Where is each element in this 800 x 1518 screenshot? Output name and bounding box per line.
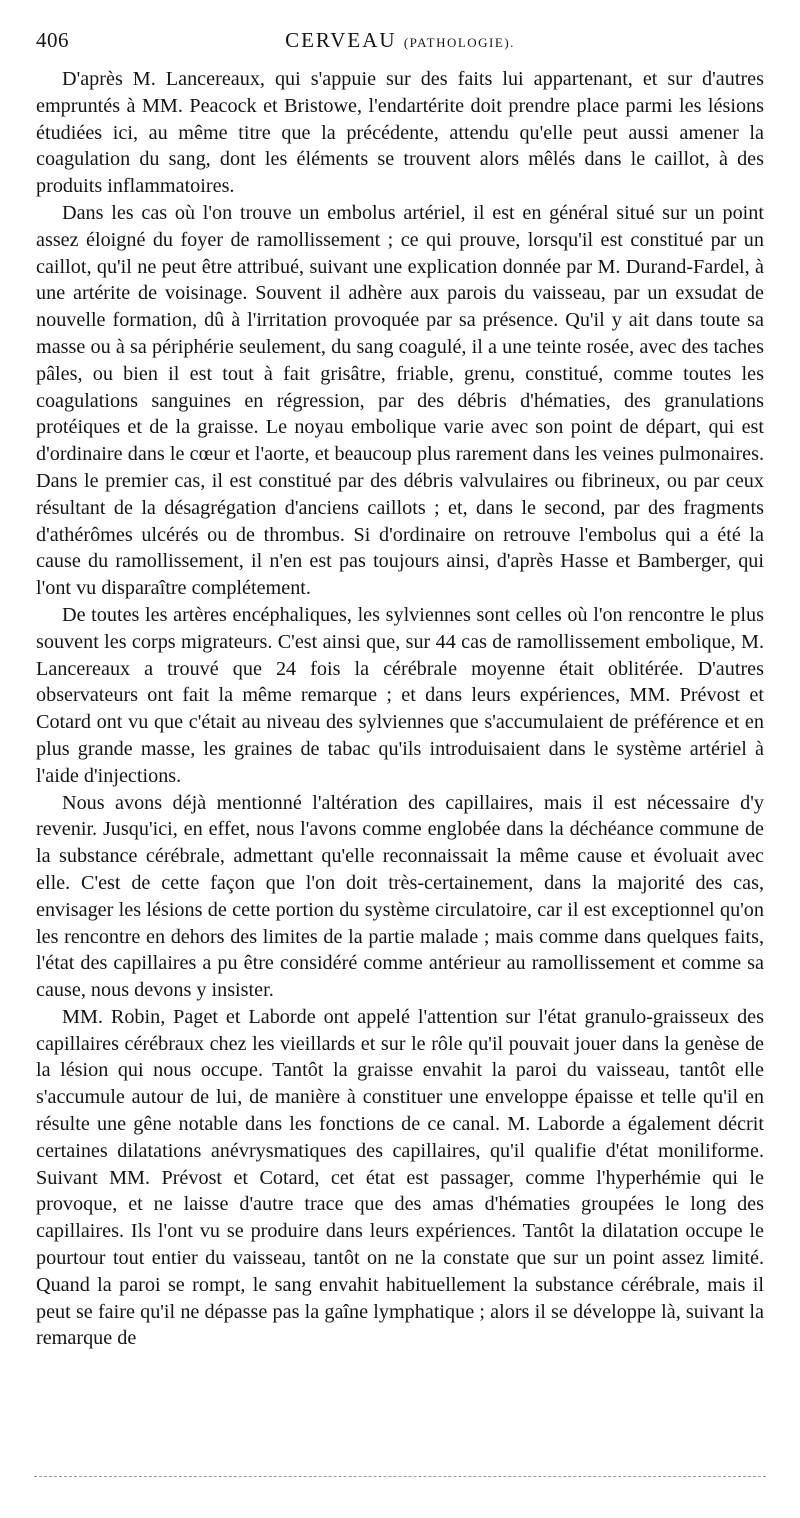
paragraph-4: Nous avons déjà mentionné l'altération des capillaires, mais il est nécessaire d'y revenir. Jusqu'ici, en effet, nous l'avons comme englobée dans la déchéance commune de la substance cérébrale, admettant qu'elle reconnaissait la même cause et évoluait avec elle. C'est de cette façon que l'on doit très-certainement, dans la majorité des cas, envisager les lésions de cette portion du système circulatoire, car il est exceptionnel qu'on les rencontre en dehors des limites de la partie malade ; mais comme dans quelques faits, l'état des capillaires a pu être considéré comme antérieur au ramollissement et comme sa cause, nous devons y insister. [36,791,764,1002]
paragraph-2: Dans les cas où l'on trouve un embolus artériel, il est en général situé sur un point assez éloigné du foyer de ramollissement ; ce qui prouve, lorsqu'il est constitué par un caillot, qu'il ne peut être attribué, suivant une explication donnée par M. Durand-Fardel, à une artérite de voisinage. Souvent il adhère aux parois du vaisseau, par un exsudat de nouvelle formation, dû à l'irritation provoquée par sa présence. Qu'il y ait dans toute sa masse ou à sa périphérie seulement, du sang coagulé, il a une teinte rosée, avec des taches pâles, ou bien il est tout à fait grisâtre, friable, grenu, constitué, comme toutes les coagulations sanguines en régression, par des débris d'hématies, des granulations protéiques et de la graisse. Le noyau embolique varie avec son point de départ, qui est d'ordinaire dans le cœur et l'aorte, et beaucoup plus rarement dans les veines pulmonaires. Dans le premier cas, il est constitué par des débris valvulaires ou fibrineux, ou par ceux résultant de la désagrégation d'anciens caillots ; et, dans le second, par des fragments d'athérômes ulcérés ou de thrombus. Si d'ordinaire on retrouve l'embolus qui a été la cause du ramollissement, il n'en est pas toujours ainsi, d'après Hasse et Bamberger, qui l'ont vu disparaître complétement. [36,201,764,600]
running-title [36,28,764,53]
page-number: 406 [36,28,69,52]
paragraph-5: MM. Robin, Paget et Laborde ont appelé l'attention sur l'état granulo-graisseux des capillaires cérébraux chez les vieillards et sur le rôle qu'il pouvait jouer dans la genèse de la lésion qui nous occupe. Tantôt la graisse envahit la paroi du vaisseau, tantôt elle s'accumule autour de lui, de manière à constituer une enveloppe épaisse et telle qu'il en résulte une gêne notable dans les fonctions de ce canal. M. Laborde a également décrit certaines dilatations anévrysmatiques des capillaires, qu'il qualifie d'état moniliforme. Suivant MM. Prévost et Cotard, cet état est passager, comme l'hyperhémie qui le provoque, et ne laisse d'autre trace que des amas d'hématies groupées le long des capillaires. Ils l'ont vu se produire dans leurs expériences. Tantôt la dilatation occupe le pourtour tout entier du vaisseau, tantôt on ne la constate que sur un point assez limité. Quand la paroi se rompt, le sang envahit habituellement la substance cérébrale, mais il peut se faire qu'il ne dépasse pas la gaîne lymphatique ; alors il se développe là, suivant la remarque de [36,1005,764,1350]
running-head [36,28,764,62]
footer-rule [34,1476,766,1477]
body-text [36,66,764,1352]
running-title-subtitle: (PATHOLOGIE). [403,35,515,50]
paragraph-1: D'après M. Lancereaux, qui s'appuie sur des faits lui appartenant, et sur d'autres empruntés à MM. Peacock et Bristowe, l'endartérite doit prendre place parmi les lésions étudiées ici, au même titre que la précédente, attendu qu'elle peut aussi amener la coagulation du sang, dont les éléments se trouvent alors mêlés dans le caillot, à des produits inflammatoires. [36,68,764,198]
running-title-main: CERVEAU [285,28,397,52]
paragraph-3: De toutes les artères encéphaliques, les sylviennes sont celles où l'on rencontre le plus souvent les corps migrateurs. C'est ainsi que, sur 44 cas de ramollissement embolique, M. Lancereaux a trouvé que 24 fois la cérébrale moyenne était oblitérée. D'autres observateurs ont fait la même remarque ; et dans leurs expériences, MM. Prévost et Cotard ont vu que c'était au niveau des sylviennes que s'accumulaient de préférence et en plus grande masse, les graines de tabac qu'ils introduisaient dans le système artériel à l'aide d'injections. [36,603,764,787]
